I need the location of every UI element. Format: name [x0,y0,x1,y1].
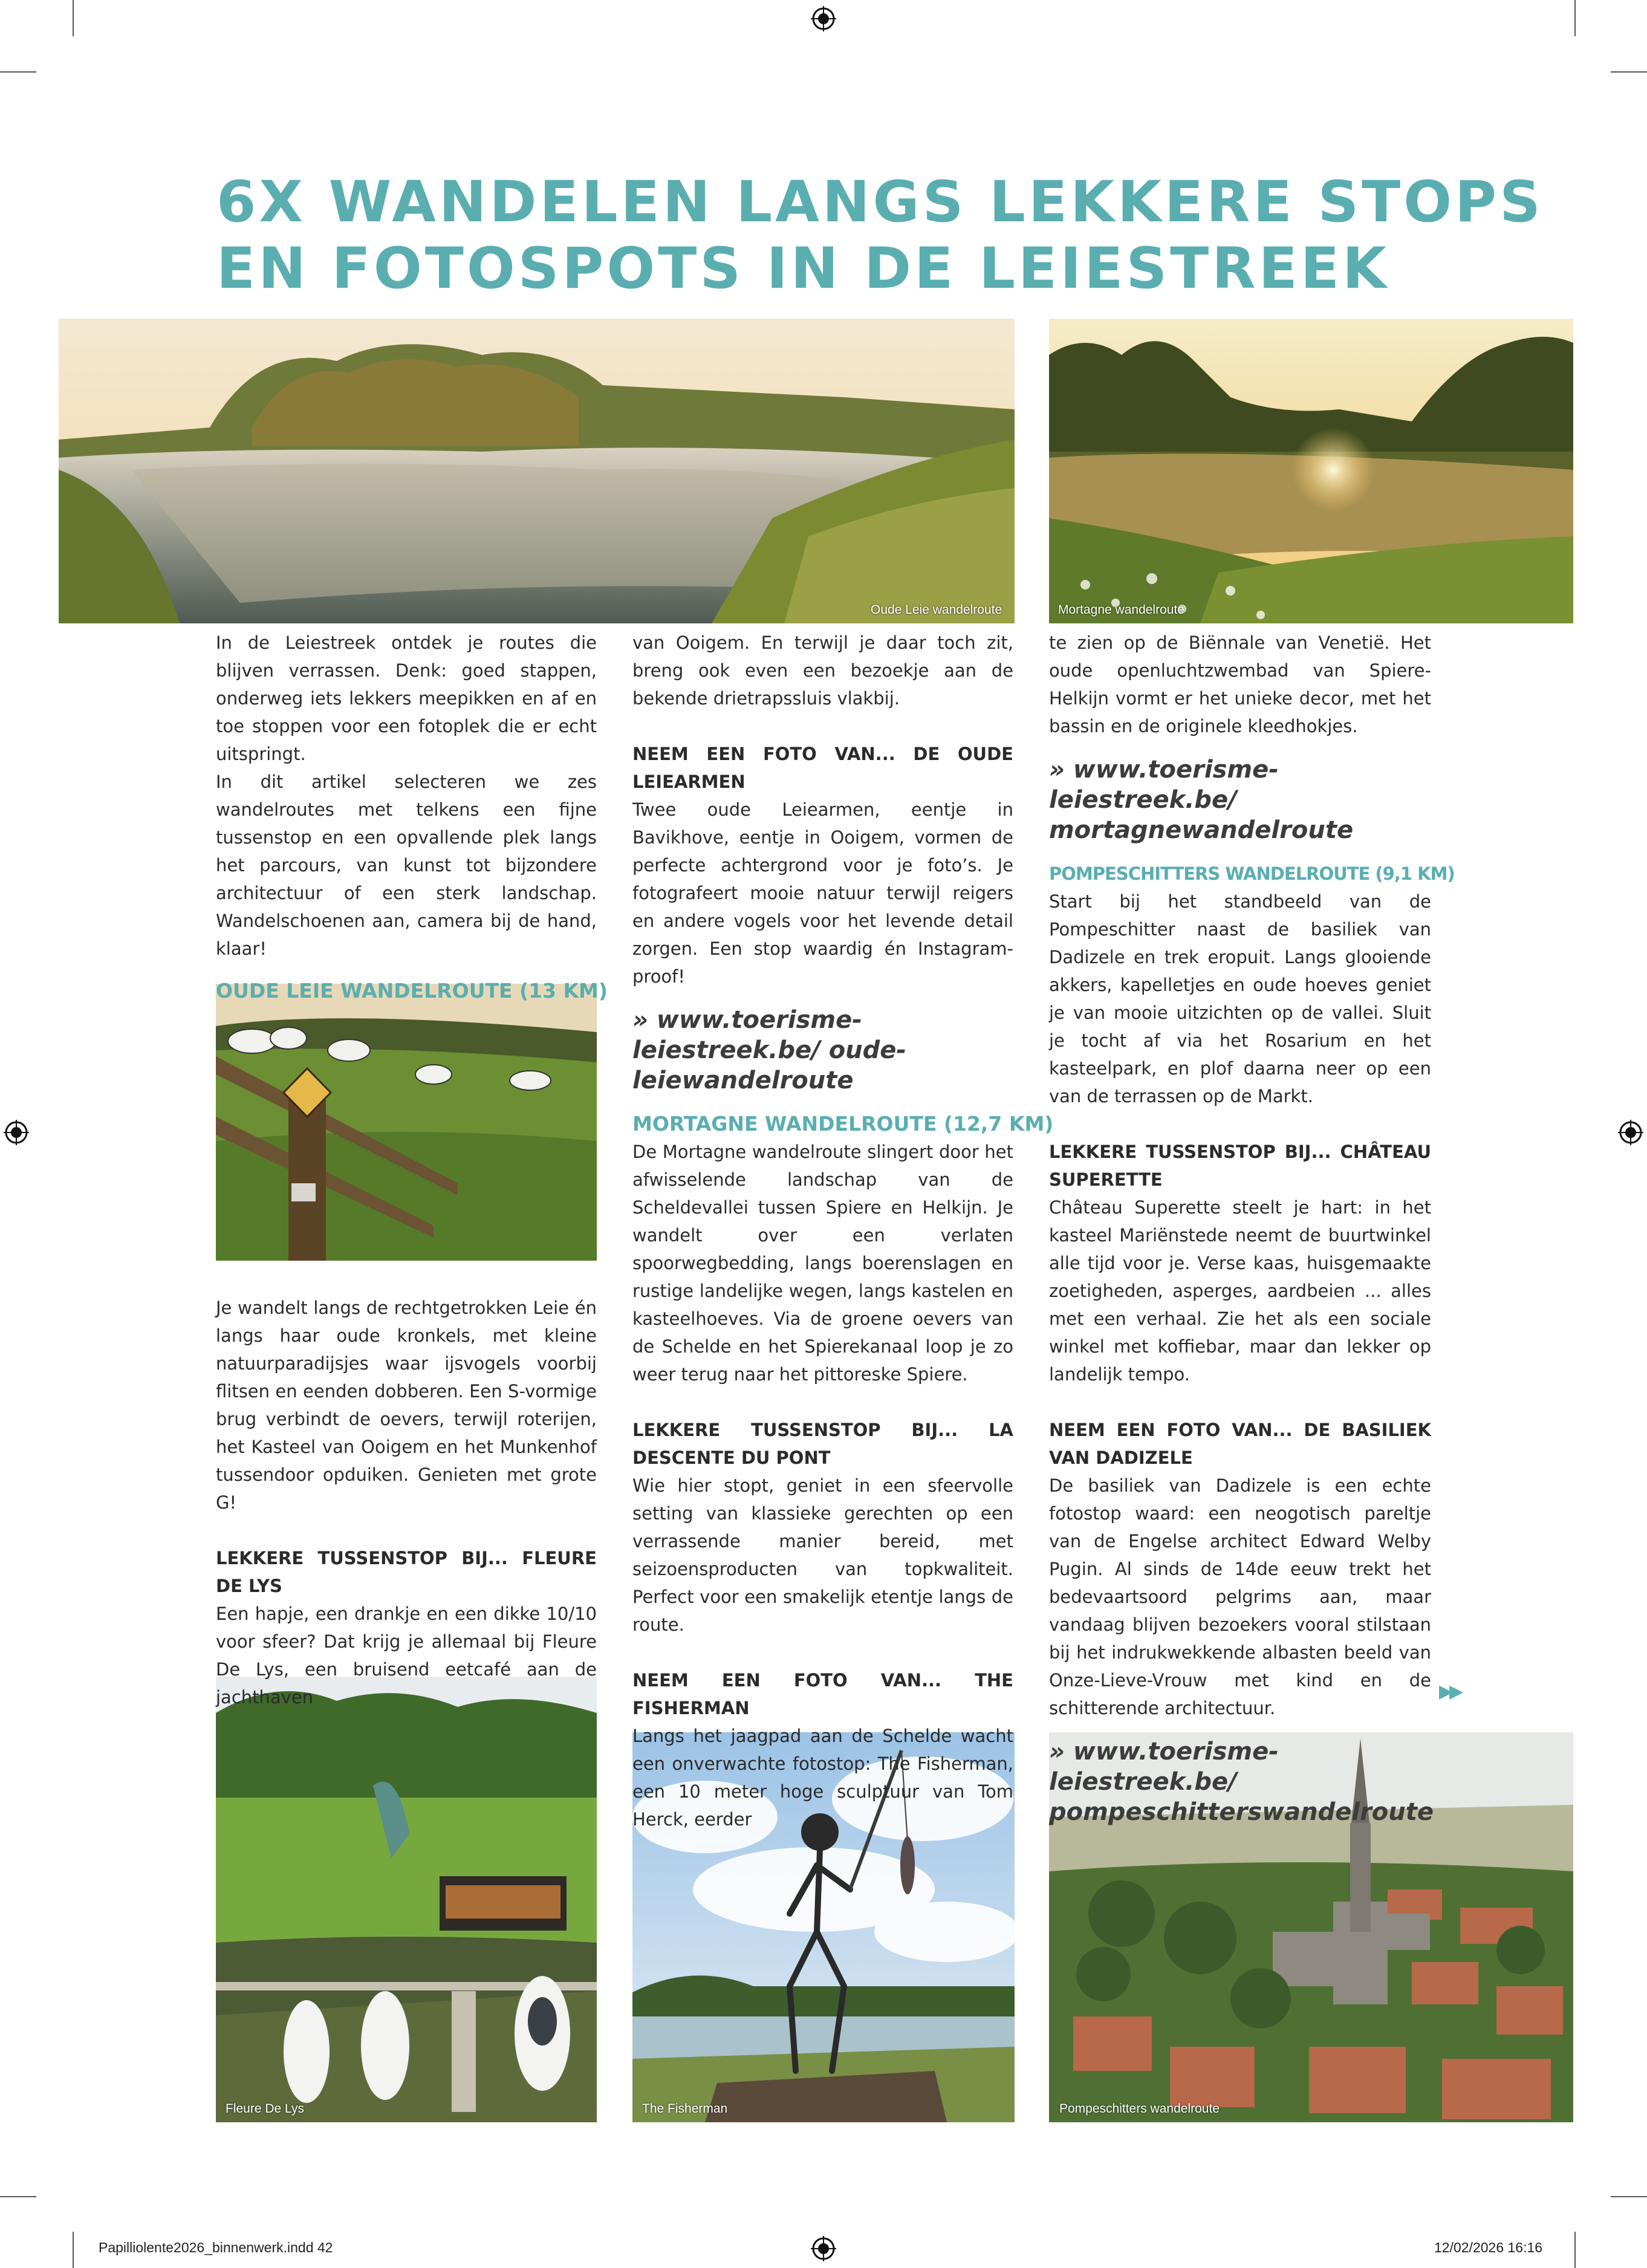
slug-datetime: 12/02/2026 16:16 [1434,2240,1543,2255]
intro-paragraph: In dit artikel selecteren we zes wandelroutes met telkens een fijne tussenstop en een opvallende plek langs het parcours, van kunst tot bijzondere architectuur of een sterk landschap. Wandelschoenen aan, camera bij de hand, klaar! [216,772,597,959]
trim-mark [0,2196,36,2197]
registration-mark-icon [1618,1120,1643,1145]
continued-paragraph: te zien op de Biënnale van Venetië. Het oude openluchtzwembad van Spiere-Helkijn vormt er het unieke decor, met het bassin en de originele kleedhokjes. [1049,632,1431,736]
column-1-bottom [216,1294,597,1711]
stop-heading: LEKKERE TUSSENSTOP BIJ... FLEURE DE LYS [216,1548,597,1596]
trim-mark [73,0,74,36]
trim-mark [1574,2232,1576,2268]
photo-spot-heading: NEEM EEN FOTO VAN... THE FISHERMAN [632,1670,1013,1718]
photo-cows-signpost [216,984,597,1261]
photo-spot-heading: NEEM EEN FOTO VAN... DE OUDE LEIEARMEN [632,744,1013,792]
photo-mortagne-river [1049,319,1573,623]
stop-description: Château Superette steelt je hart: in het kasteel Mariënstede neemt de buurtwinkel alle tijd voor je. Verse kaas, huisgemaakte zoetigheden, asperges, aardbeien ... alles met een verhaal. Zie het als een sociale winkel met koffiebar, maar dan lekker op landelijk tempo. [1049,1197,1431,1385]
photo-spot-description: Langs het jaagpad aan de Schelde wacht een onverwachte fotostop: The Fisherman, een 10 meter hoge sculptuur van Tom Herck, eerder [632,1726,1013,1830]
trim-mark [1574,0,1576,36]
photo-spot-description: De basiliek van Dadizele is een echte fotostop waard: een neogotisch pareltje van de Engelse architect Edward Welby Pugin. Al sinds de 14de eeuw trekt het bedevaartsoord pelgrims aan, maar vandaag blijven bezoekers vooral stilstaan bij het indrukwekkende albasten beeld van Onze-Lieve-Vrouw met kind en de schitterende architectuur. [1049,1475,1431,1718]
stop-description: Een hapje, een drankje en een dikke 10/10 voor sfeer? Dat krijg je allemaal bij Fleure De Lys, een bruisend eetcafé aan de jachthaven [216,1604,597,1707]
route-heading: MORTAGNE WANDELROUTE (12,7 KM) [632,1112,1054,1136]
page-title-line-2: EN FOTOSPOTS IN DE LEIESTREEK [216,236,1389,302]
page-title-line-1: 6X WANDELEN LANGS LEKKERE STOPS [216,169,1544,235]
route-heading: POMPESCHITTERS WANDELROUTE (9,1 KM) [1049,863,1455,884]
stop-description: Wie hier stopt, geniet in een sfeervolle setting van klassieke gerechten op een verrassende manier bereid, met seizoensproducten van topkwaliteit. Perfect voor een smakelijk etentje langs de route. [632,1475,1013,1635]
route-link[interactable]: » www.toerisme-leiestreek.be/ pompeschitterswandelroute [1049,1738,1434,1826]
photo-oude-leie-river [59,319,1015,623]
continue-arrow-icon: ▶▶ [1439,1681,1460,1702]
photo-spot-heading: NEEM EEN FOTO VAN... DE BASILIEK VAN DADIZELE [1049,1420,1431,1468]
intro-paragraph: In de Leiestreek ontdek je routes die blijven verrassen. Denk: goed stappen, onderweg iets lekkers meepikken en af en toe stoppen voor een fotoplek die er echt uitspringt. [216,632,597,764]
route-description: Start bij het standbeeld van de Pompeschitter naast de basiliek van Dadizele en trek eropuit. Langs glooiende akkers, kapelletjes en oude hoeves geniet je van mooie uitzichten op de vallei. Sluit je tocht af via het Rosarium en het kasteelpark, en plof daarna neer op een van de terrassen op de Markt. [1049,891,1431,1106]
trim-mark [73,2232,74,2268]
registration-mark-icon [811,6,836,31]
photo-caption: Oude Leie wandelroute [871,603,1002,617]
page-title [216,169,1607,302]
trim-mark [1611,2196,1647,2197]
route-link[interactable]: » www.toerisme-leiestreek.be/ mortagnewandelroute [1049,756,1354,844]
registration-mark-icon [811,2236,836,2261]
photo-caption: Mortagne wandelroute [1058,603,1184,617]
photo-fleure-de-lys [216,1677,597,2122]
slug-filename: Papilliolente2026_binnenwerk.indd 42 [99,2240,333,2255]
stop-heading: LEKKERE TUSSENSTOP BIJ... CHÂTEAU SUPERETTE [1049,1142,1431,1190]
stop-heading: LEKKERE TUSSENSTOP BIJ... LA DESCENTE DU PONT [632,1420,1013,1468]
route-description: De Mortagne wandelroute slingert door het afwisselende landschap van de Scheldevallei tussen Spiere en Helkijn. Je wandelt over een verlaten spoorwegbedding, langs boerenslagen en rustige landelijke wegen, langs kastelen en kasteelhoeves. Via de groene oevers van de Schelde en het Spierekanaal loop je zo weer terug naar het pittoreske Spiere. [632,1142,1013,1385]
photo-caption: Pompeschitters wandelroute [1059,2102,1220,2116]
registration-mark-icon [4,1120,29,1145]
continued-paragraph: van Ooigem. En terwijl je daar toch zit, breng ook even een bezoekje aan de bekende drietrapssluis vlakbij. [632,632,1013,709]
column-3 [1049,629,1455,1827]
photo-spot-description: Twee oude Leiearmen, eentje in Bavikhove, eentje in Ooigem, vormen de perfecte achtergrond voor je foto’s. Je fotografeert mooie natuur terwijl reigers en andere vogels voor het levende detail zorgen. Een stop waardig én Instagram-proof! [632,799,1013,987]
column-1-top [216,629,608,1005]
route-link[interactable]: » www.toerisme-leiestreek.be/ oude-leiewandelroute [632,1006,907,1094]
trim-mark [1611,71,1647,73]
route-description: Je wandelt langs de rechtgetrokken Leie én langs haar oude kronkels, met kleine natuurparadijsjes waar ijsvogels voorbij flitsen en eenden dobberen. Een S-vormige brug verbindt de oevers, terwijl roterijen, het Kasteel van Ooigem en het Munkenhof tussendoor opduiken. Genieten met grote G! [216,1298,597,1513]
photo-caption: Fleure De Lys [226,2102,304,2116]
route-heading: OUDE LEIE WANDELROUTE (13 KM) [216,979,608,1002]
photo-caption: The Fisherman [642,2102,728,2116]
trim-mark [0,71,36,73]
column-2 [632,629,1054,1833]
